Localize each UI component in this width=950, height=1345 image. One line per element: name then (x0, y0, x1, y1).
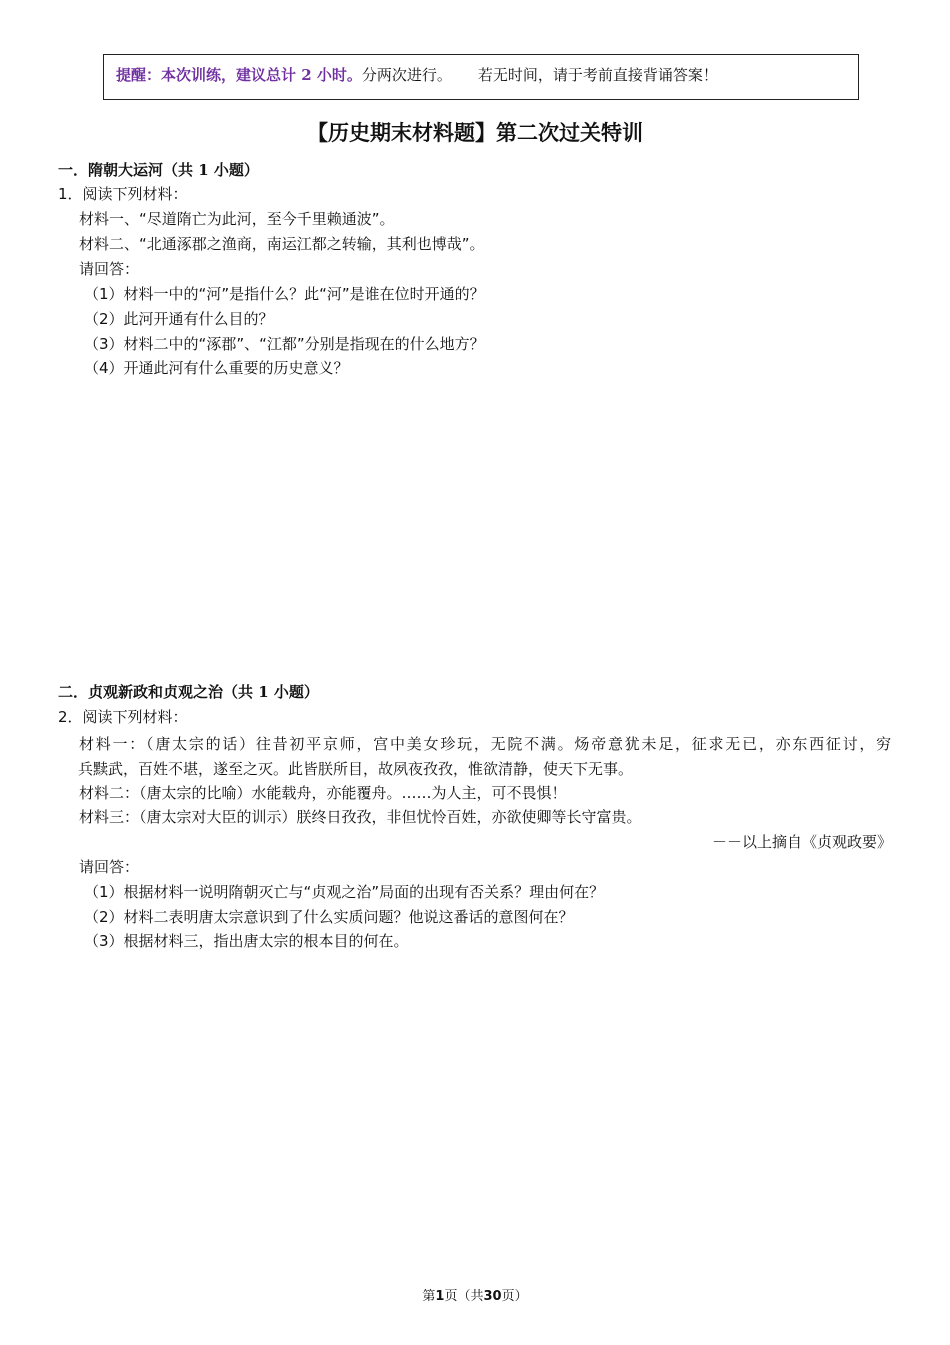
section2-material1-line2: 兵黩武，百姓不堪，遂至之灭。此皆朕所目，故夙夜孜孜，惟欲清静，使天下无事。 (78, 759, 634, 778)
section2-material3: 材料三：（唐太宗对大臣的训示）朕终日孜孜，非但忧怜百姓，亦欲使卿等长守富贵。 (79, 808, 642, 826)
section2-prompt: 请回答： (79, 858, 140, 876)
section2-q2: （2）材料二表明唐太宗意识到了什么实质问题？他说这番话的意图何在？ (84, 908, 574, 926)
section2-material1 (79, 732, 891, 781)
reminder-box (103, 54, 859, 100)
page-footer (0, 1287, 950, 1307)
section2-material1-line1: 材料一：（唐太宗的话）往昔初平京师，宫中美女珍玩，无院不满。炀帝意犹未足，征求无已，亦东西征讨，穷 (79, 735, 891, 753)
footer-middle: 页（共 (444, 1289, 484, 1304)
reminder-part2: 若无时间，请于考前直接背诵答案！ (477, 66, 718, 84)
reminder-highlight: 提醒：本次训练，建议总计 2 小时。 (116, 66, 362, 84)
section2-material2: 材料二：（唐太宗的比喻）水能载舟，亦能覆舟。……为人主，可不畏惧！ (79, 784, 567, 802)
section2-q3: （3）根据材料三，指出唐太宗的根本目的何在。 (84, 932, 409, 950)
section1-material2: 材料二、“北通涿郡之渔商，南运江都之转输，其利也博哉”。 (79, 235, 485, 253)
footer-page-number: 1 (435, 1289, 445, 1304)
reminder-part1: 分两次进行。 (361, 66, 452, 84)
section1-heading: 一．隋朝大运河（共 1 小题） (58, 161, 259, 179)
footer-suffix: 页） (501, 1289, 528, 1304)
section1-q1: （1）材料一中的“河”是指什么？此“河”是谁在位时开通的？ (84, 285, 485, 303)
section2-source: －－以上摘自《贞观政要》 (711, 833, 892, 851)
section1-material1: 材料一、“尽道隋亡为此河，至今千里赖通波”。 (79, 210, 395, 228)
document-title: 【历史期末材料题】第二次过关特训 (307, 120, 643, 145)
section2-q1: （1）根据材料一说明隋朝灭亡与“贞观之治”局面的出现有否关系？理由何在？ (84, 883, 605, 901)
section2-question-number: 2．阅读下列材料： (58, 708, 188, 726)
section1-q2: （2）此河开通有什么目的？ (84, 310, 274, 328)
footer-total-pages: 30 (483, 1289, 502, 1304)
section1-q3: （3）材料二中的“涿郡”、“江都”分别是指现在的什么地方？ (84, 335, 485, 353)
section1-q4: （4）开通此河有什么重要的历史意义？ (84, 359, 349, 377)
section1-question-number: 1．阅读下列材料： (58, 185, 188, 203)
footer-prefix: 第 (422, 1289, 436, 1304)
section1-prompt: 请回答： (79, 260, 140, 278)
section2-heading: 二．贞观新政和贞观之治（共 1 小题） (58, 683, 319, 701)
